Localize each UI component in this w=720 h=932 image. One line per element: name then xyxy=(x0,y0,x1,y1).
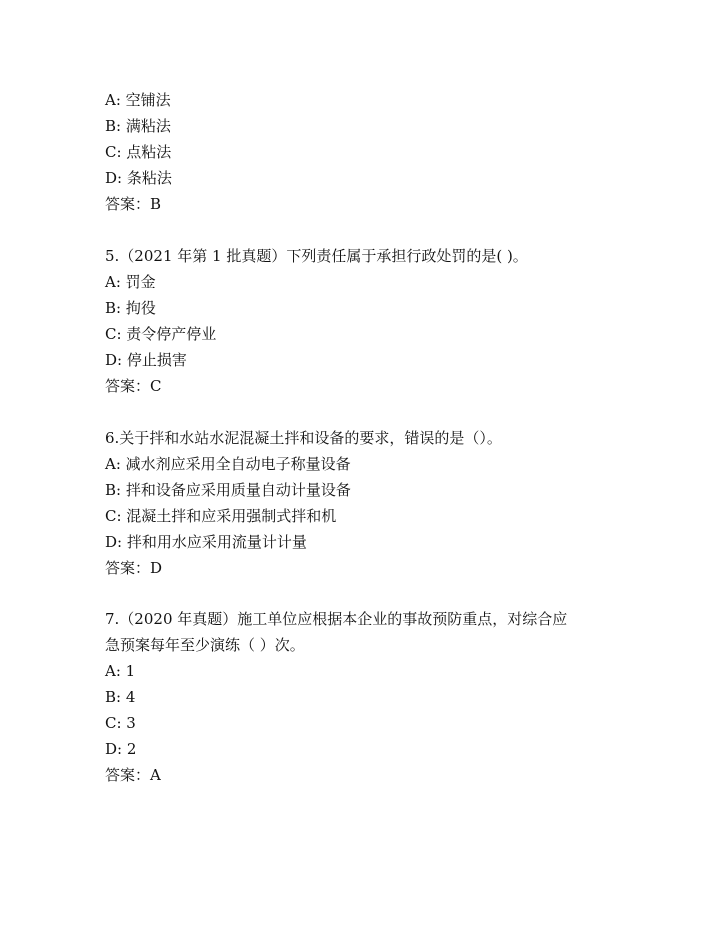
option-d: D: 2 xyxy=(105,740,137,758)
option-a: A: 减水剂应采用全自动电子称量设备 xyxy=(105,455,351,473)
option-a: A: 1 xyxy=(105,662,136,680)
option-a: A: 空铺法 xyxy=(105,91,171,109)
option-b: B: 满粘法 xyxy=(105,117,171,135)
answer: 答案：B xyxy=(105,195,162,213)
option-c: C: 责令停产停业 xyxy=(105,325,217,343)
option-b: B: 拌和设备应采用质量自动计量设备 xyxy=(105,481,351,499)
option-b: B: 4 xyxy=(105,688,136,706)
option-d: D: 停止损害 xyxy=(105,351,187,369)
option-c: C: 点粘法 xyxy=(105,143,172,161)
question-stem-line-2: 急预案每年至少演练（ ）次。 xyxy=(105,636,305,654)
answer: 答案：D xyxy=(105,559,163,577)
option-b: B: 拘役 xyxy=(105,299,156,317)
option-d: D: 拌和用水应采用流量计计量 xyxy=(105,533,307,551)
option-d: D: 条粘法 xyxy=(105,169,172,187)
answer: 答案：C xyxy=(105,377,162,395)
answer: 答案：A xyxy=(105,766,161,784)
question-stem: 6.关于拌和水站水泥混凝土拌和设备的要求，错误的是（）。 xyxy=(105,429,502,447)
option-c: C: 混凝土拌和应采用强制式拌和机 xyxy=(105,507,337,525)
option-a: A: 罚金 xyxy=(105,273,156,291)
option-c: C: 3 xyxy=(105,714,136,732)
question-stem-line-1: 7.（2020 年真题）施工单位应根据本企业的事故预防重点，对综合应 xyxy=(105,610,568,628)
question-stem: 5.（2021 年第 1 批真题）下列责任属于承担行政处罚的是( )。 xyxy=(105,247,528,265)
